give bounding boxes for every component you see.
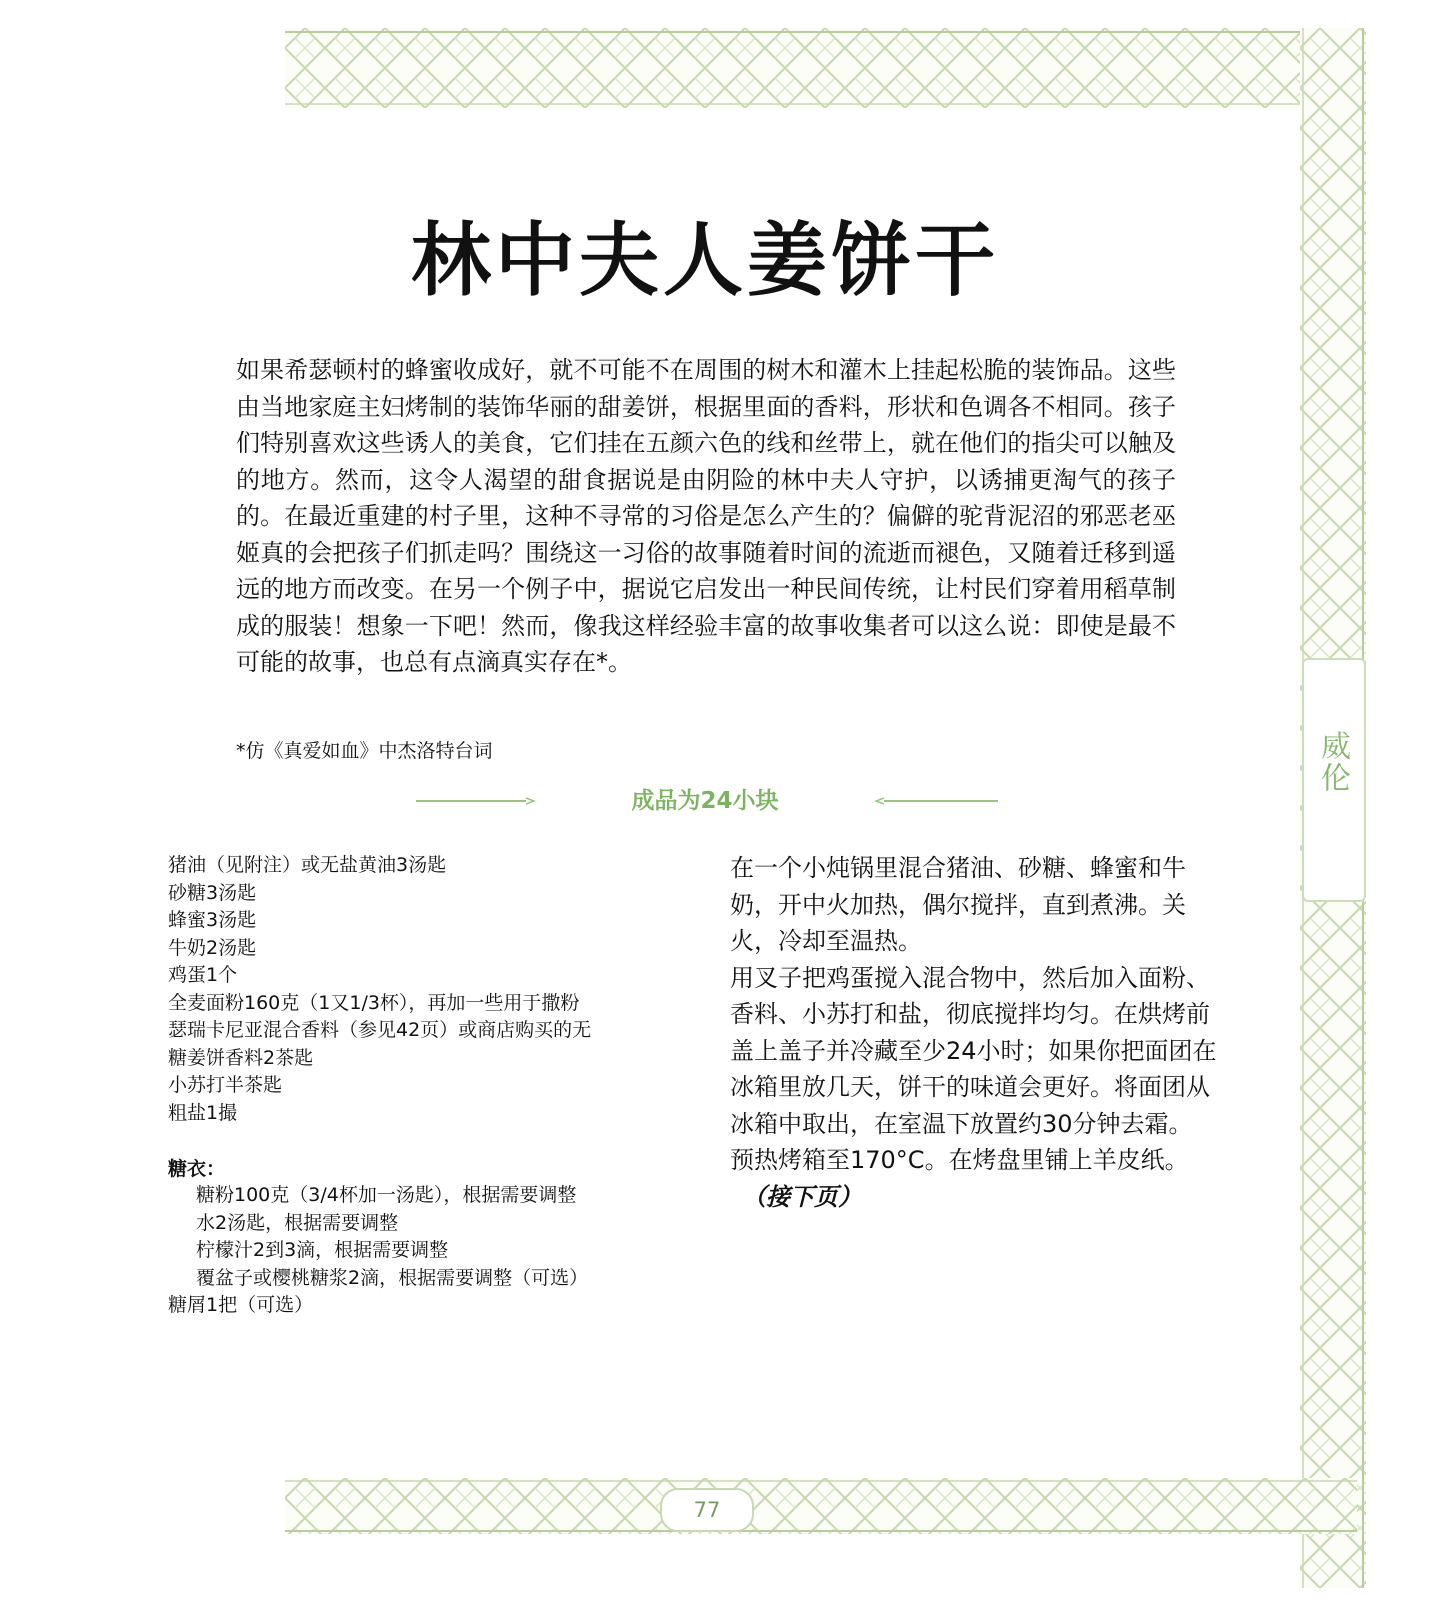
- yield-divider-left: [416, 797, 536, 805]
- method-step: 预热烤箱至170°C。在烤盘里铺上羊皮纸。: [730, 1146, 1189, 1174]
- ingredient-list: [168, 852, 708, 1127]
- decorative-border-top: [285, 28, 1357, 108]
- ingredient-item: 粗盐1撮: [168, 1101, 238, 1124]
- icing-item: 覆盆子或樱桃糖浆2滴，根据需要调整（可选）: [196, 1266, 589, 1289]
- icing-ingredient-list: [196, 1182, 716, 1292]
- ingredient-item: 瑟瑞卡尼亚混合香料（参见42页）或商店购买的无: [168, 1019, 592, 1041]
- ingredient-item: 鸡蛋1个: [168, 964, 238, 986]
- ingredient-item: 全麦面粉160克（1又1/3杯），再加一些用于撒粉: [168, 991, 580, 1014]
- method-step: 在一个小炖锅里混合猪油、砂糖、蜂蜜和牛奶，开中火加热，偶尔搅拌，直到煮沸。关火，冷却至温热。: [730, 854, 1186, 955]
- method-steps: [730, 850, 1230, 1215]
- chapter-side-tab: [1302, 658, 1366, 902]
- intro-paragraph: 如果希瑟顿村的蜂蜜收成好，就不可能不在周围的树木和灌木上挂起松脆的装饰品。这些由当地家庭主妇烤制的装饰华丽的甜姜饼，根据里面的香料，形状和色调各不相同。孩子们特别喜欢这些诱人的美食，它们挂在五颜六色的线和丝带上，就在他们的指尖可以触及的地方。然而，这令人渴望的甜食据说是由阴险的林中夫人守护，以诱捕更淘气的孩子的。在最近重建的村子里，这种不寻常的习俗是怎么产生的？偏僻的驼背泥沼的邪恶老巫姬真的会把孩子们抓走吗？围绕这一习俗的故事随着时间的流逝而褪色，又随着迁移到遥远的地方而改变。在另一个例子中，据说它启发出一种民间传统，让村民们穿着用稻草制成的服装！想象一下吧！然而，像我这样经验丰富的故事收集者可以这么说：即使是最不可能的故事，也总有点滴真实存在*。: [236, 356, 1176, 676]
- yield-divider-right: [874, 797, 998, 805]
- method-step: 用叉子把鸡蛋搅入混合物中，然后加入面粉、香料、小苏打和盐，彻底搅拌均匀。在烘烤前盖上盖子并冷藏至少24小时；如果你把面团在冰箱里放几天，饼干的味道会更好。将面团从冰箱中取出，在室温下放置约30分钟去霜。: [730, 963, 1217, 1138]
- icing-item: 水2汤匙，根据需要调整: [196, 1211, 399, 1234]
- yield-label: 成品为24小块: [631, 788, 779, 814]
- icing-item: 糖粉100克（3/4杯加一汤匙），根据需要调整: [196, 1184, 577, 1206]
- ingredient-item: 猪油（见附注）或无盐黄油3汤匙: [168, 854, 447, 876]
- footnote: *仿《真爱如血》中杰洛特台词: [236, 740, 493, 762]
- ingredient-item: 牛奶2汤匙: [168, 936, 257, 959]
- ingredient-item: 砂糖3汤匙: [168, 881, 257, 904]
- ingredient-item: 糖姜饼香料2茶匙: [168, 1046, 314, 1069]
- ingredient-item: 小苏打半茶匙: [168, 1074, 283, 1096]
- recipe-title: 林中夫人姜饼干: [411, 214, 999, 307]
- chapter-side-tab-label: 威伦: [1315, 730, 1350, 794]
- ingredient-item: 蜂蜜3汤匙: [168, 909, 257, 931]
- page-number: 77: [660, 1488, 754, 1532]
- decorative-border-bottom: [285, 1478, 1357, 1534]
- icing-heading: 糖衣：: [168, 1158, 226, 1180]
- continued-note: （接下页）: [742, 1182, 862, 1211]
- icing-item: 柠檬汁2到3滴，根据需要调整: [196, 1239, 449, 1261]
- sprinkles-item: 糖屑1把（可选）: [168, 1294, 314, 1316]
